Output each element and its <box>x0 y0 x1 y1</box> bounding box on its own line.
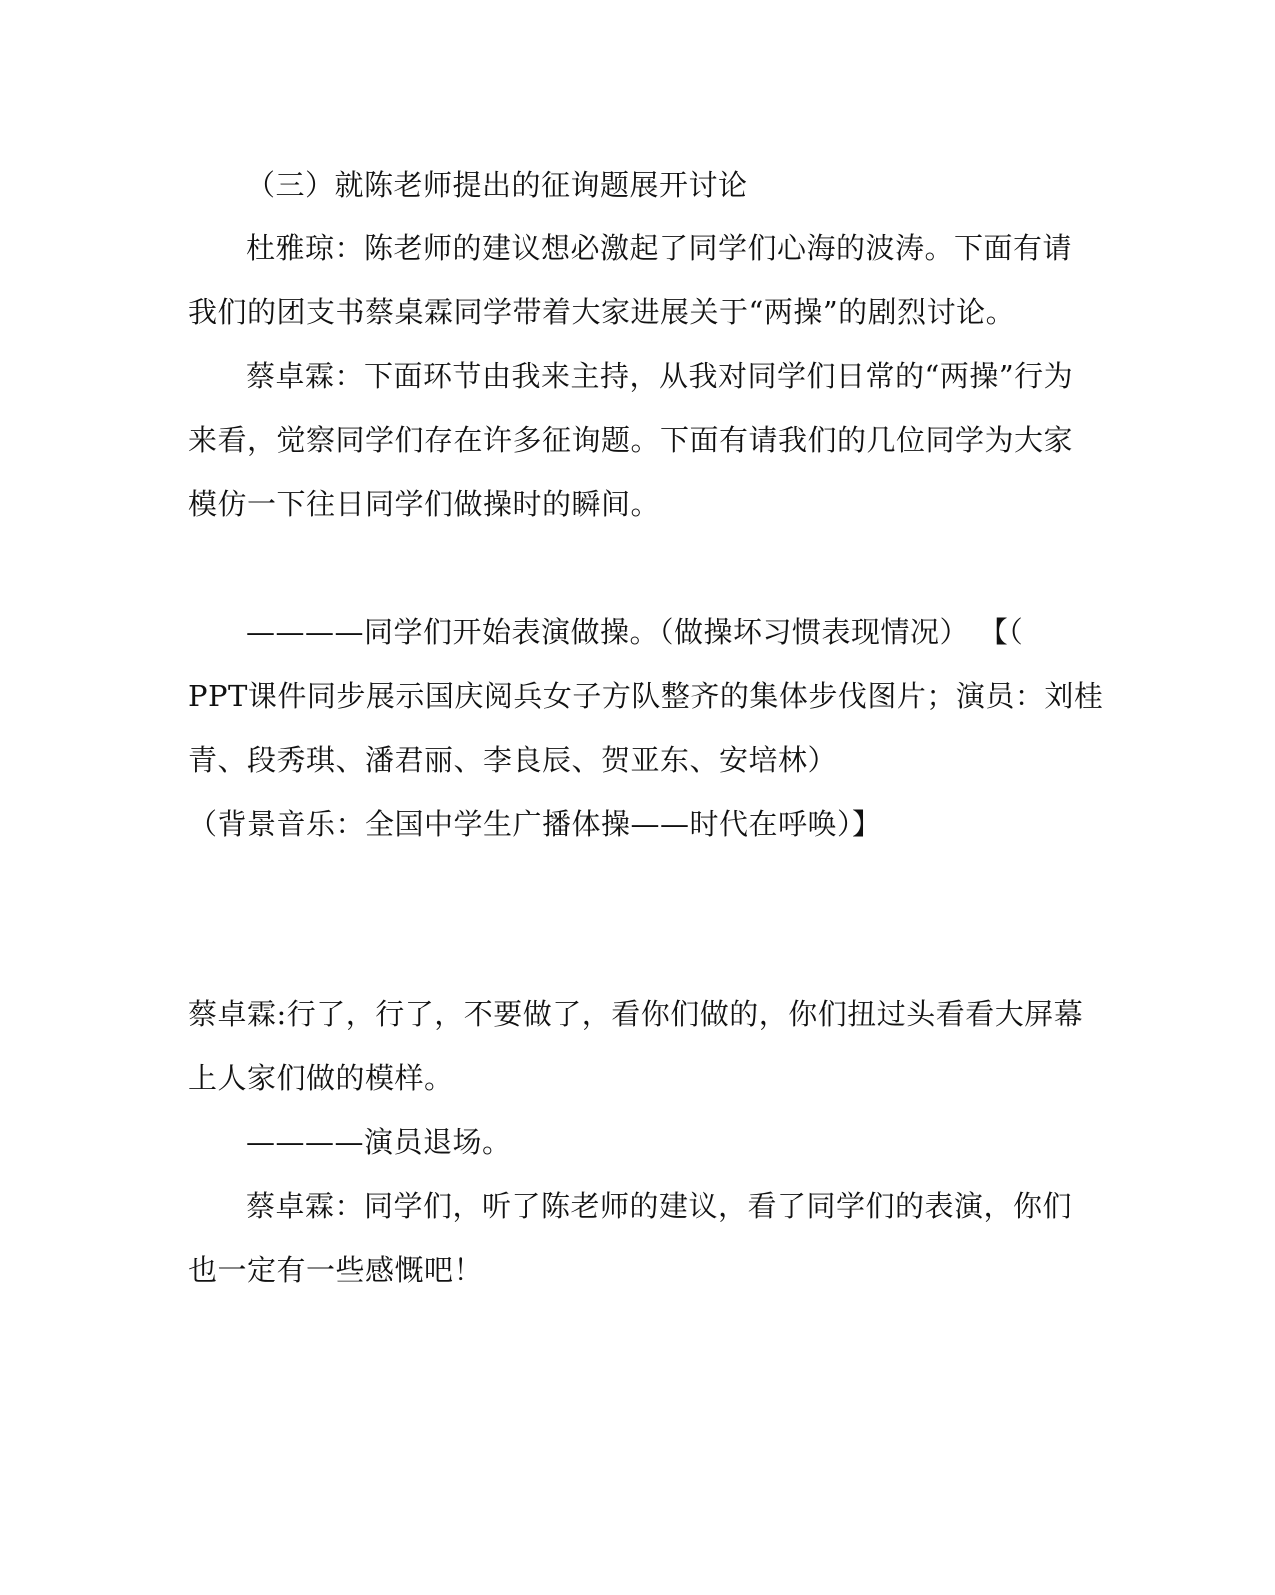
paragraph-line: 杜雅琼：陈老师的建议想必激起了同学们心海的波涛。下面有请 <box>246 231 1073 265</box>
paragraph-line: 来看，觉察同学们存在许多征询题。下面有请我们的几位同学为大家 <box>188 423 1074 457</box>
paragraph-line: （背景音乐：全国中学生广播体操——时代在呼唤）】 <box>188 807 882 841</box>
paragraph-line: 青、段秀琪、潘君丽、李良辰、贺亚东、安培林） <box>188 743 838 777</box>
paragraph-line: 上人家们做的模样。 <box>188 1061 454 1095</box>
paragraph-line: 蔡卓霖：下面环节由我来主持，从我对同学们日常的“两操”行为 <box>246 359 1074 393</box>
paragraph-line: PPT课件同步展示国庆阅兵女子方队整齐的集体步伐图片；演员：刘桂 <box>188 679 1104 713</box>
stage-direction-exit: ————演员退场。 <box>246 1125 512 1159</box>
paragraph-line: 模仿一下往日同学们做操时的瞬间。 <box>188 487 661 521</box>
paragraph-line: 也一定有一些感慨吧！ <box>188 1253 484 1287</box>
paragraph-line: ————同学们开始表演做操。（做操坏习惯表现情况） 【（ <box>246 615 1024 649</box>
paragraph-line: 我们的团支书蔡桌霖同学带着大家进展关于“两操”的剧烈讨论。 <box>188 295 1016 329</box>
section-heading: （三）就陈老师提出的征询题展开讨论 <box>246 168 748 202</box>
paragraph-line: 蔡卓霖：同学们，听了陈老师的建议，看了同学们的表演，你们 <box>246 1189 1073 1223</box>
paragraph-line: 蔡卓霖:行了，行了，不要做了，看你们做的，你们扭过头看看大屏幕 <box>188 997 1084 1031</box>
